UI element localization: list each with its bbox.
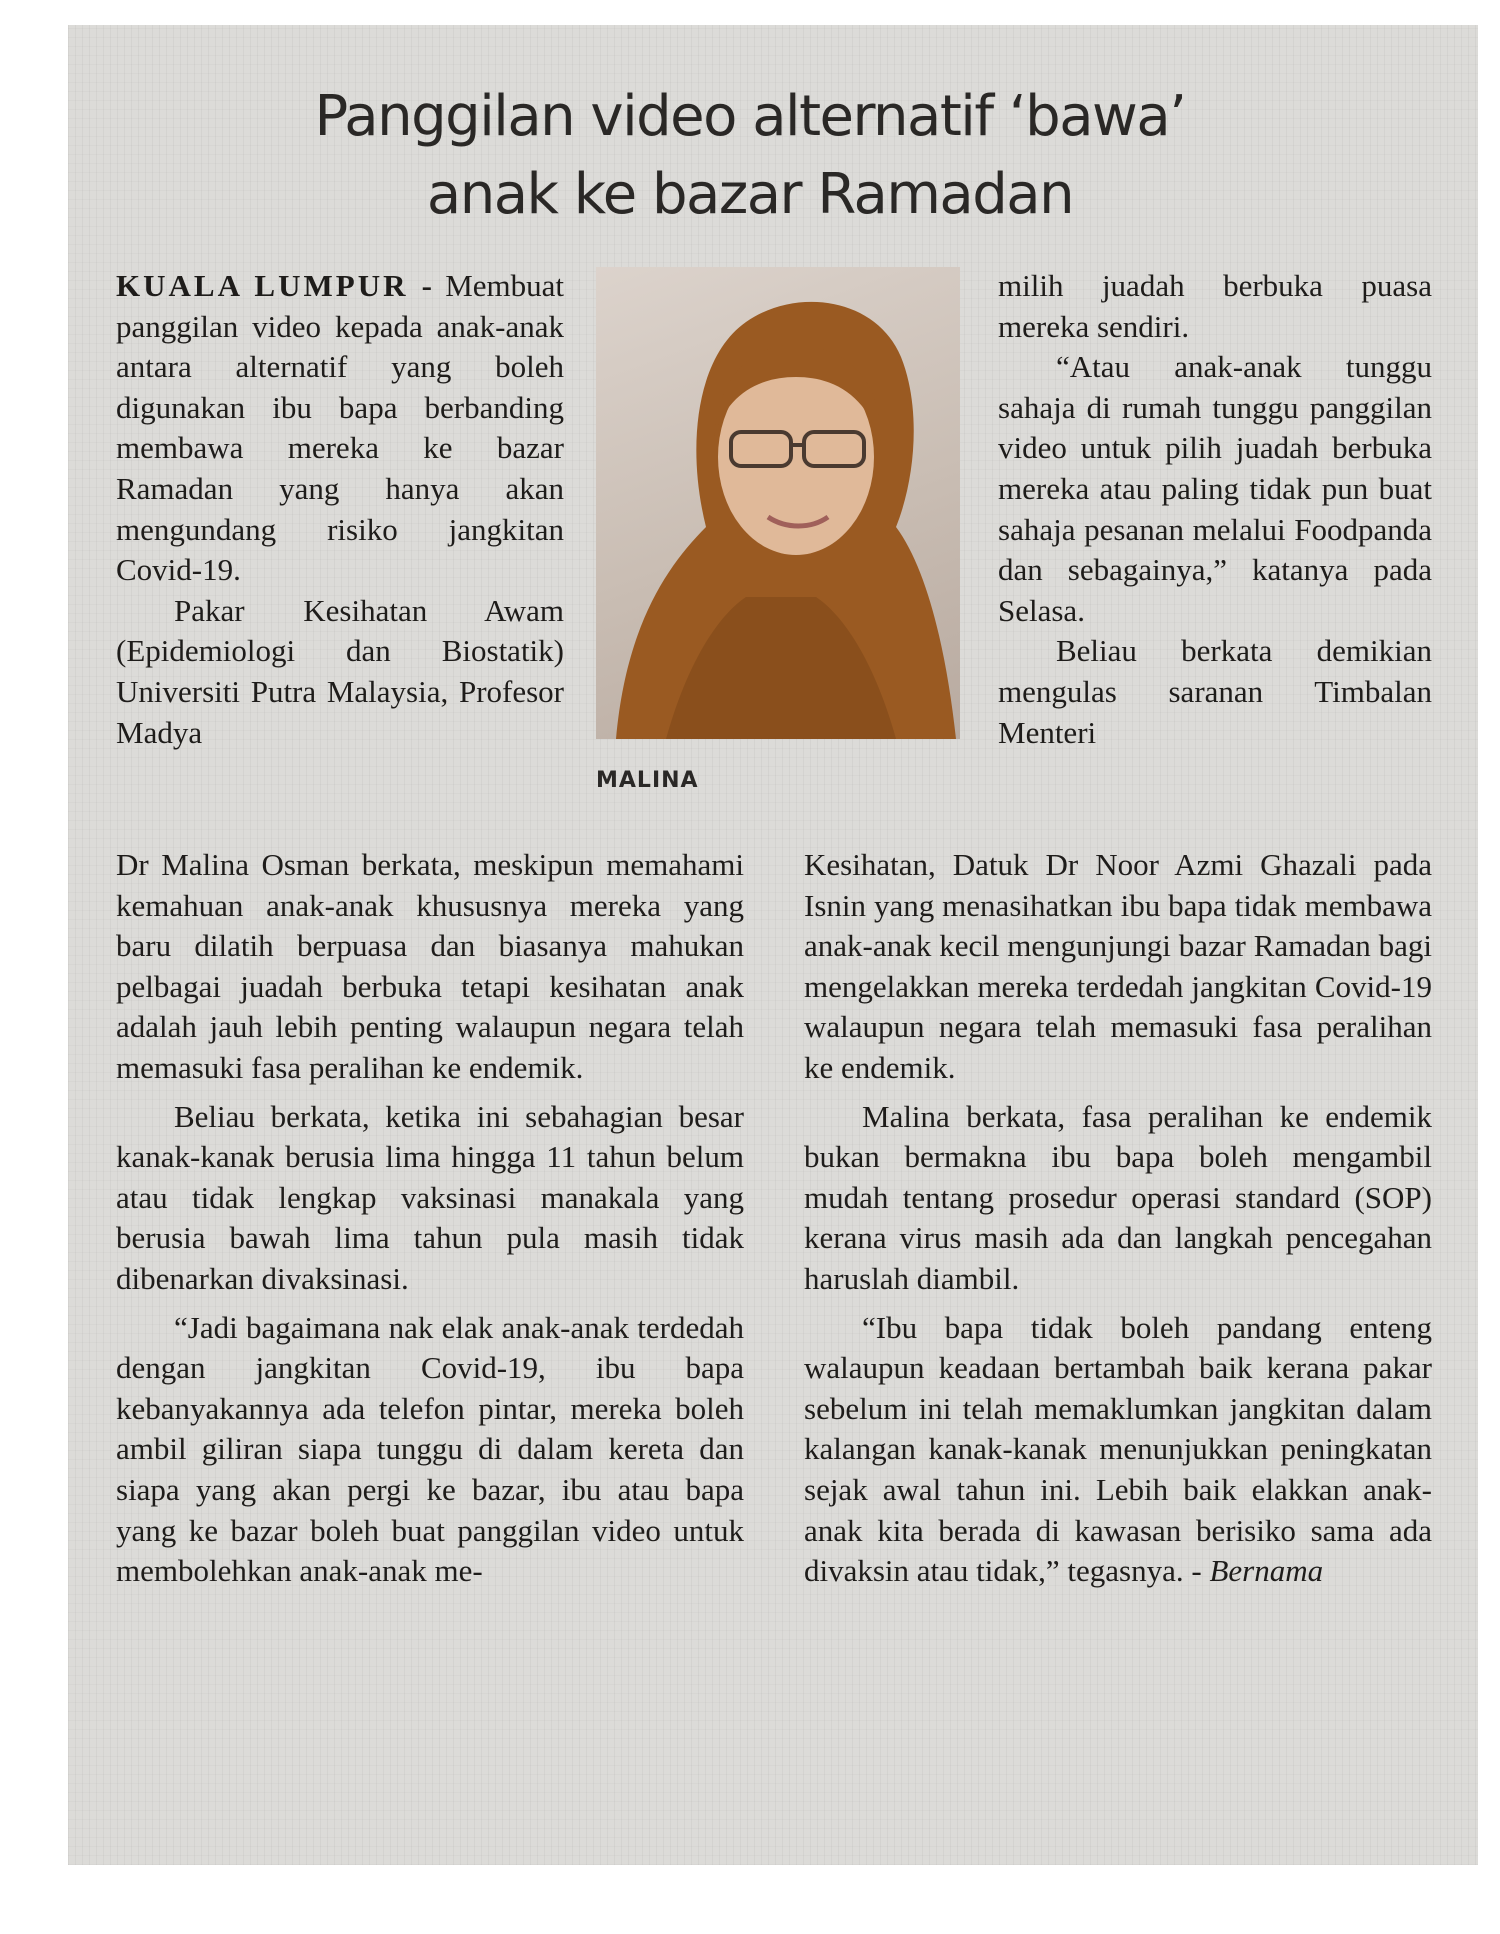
paragraph-2-bottom: Dr Malina Osman berkata, meskipun memahami kemahuan anak-anak khususnya mereka yang baru dilatih berpuasa dan biasanya mahukan pelbagai juadah berbuka tetapi kesihatan anak adalah jauh lebih penting walaupun negara telah memasuki fasa peralihan ke endemik. — [116, 847, 744, 1085]
column-1-upper — [116, 266, 564, 753]
woman-portrait-icon — [596, 267, 960, 739]
headline-line-2: anak ke bazar Ramadan — [426, 162, 1074, 227]
headline-line-1: Panggilan video alternatif ‘bawa’ — [314, 84, 1186, 149]
paragraph-8: Malina berkata, fasa peralihan ke endemik bukan bermakna ibu bapa boleh mengambil mudah tentang prosedur operasi standard (SOP) kerana virus masih ada dan langkah pencegahan haruslah diambil. — [804, 1098, 1432, 1296]
portrait-photo — [596, 267, 960, 739]
column-3-upper — [998, 266, 1432, 753]
paragraph-2-top: Pakar Kesihatan Awam (Epidemiologi dan Biostatik) Universiti Putra Malaysia, Profesor Madya — [116, 592, 564, 750]
column-3-lower — [804, 845, 1432, 1592]
column-1-lower — [116, 845, 744, 1592]
paragraph-5: milih juadah berbuka puasa mereka sendiri. — [998, 268, 1432, 344]
paragraph-4: “Jadi bagaimana nak elak anak-anak terdedah dengan jangkitan Covid-19, ibu bapa kebanyakannya ada telefon pintar, mereka boleh ambil giliran siapa tunggu di dalam kereta dan siapa yang akan pergi ke bazar, ibu atau bapa yang ke bazar boleh buat panggilan video untuk membolehkan anak-anak me- — [116, 1309, 744, 1589]
byline: Bernama — [1209, 1553, 1324, 1589]
closing-quote: “Ibu bapa tidak boleh pandang enteng walaupun keadaan bertambah baik kerana pakar sebelum ini telah memaklumkan jangkitan dalam kalangan kanak-kanak menunjukkan peningkatan sejak awal tahun ini. Lebih baik elakkan anak-anak kita berada di kawasan berisiko sama ada divaksin atau tidak,” tegasnya. - — [804, 1309, 1432, 1589]
paragraph-6: “Atau anak-anak tunggu sahaja di rumah tunggu panggilan video untuk pilih juadah berbuka mereka atau paling tidak pun buat sahaja pesanan melalui Foodpanda dan sebagainya,” katanya pada Selasa. — [998, 349, 1432, 628]
paragraph-7-top: Beliau berkata demikian mengulas saranan Timbalan Menteri — [998, 633, 1432, 750]
lead-text: Membuat panggilan video kepada anak-anak antara alternatif yang boleh digunakan ibu bapa berbanding membawa mereka ke bazar Ramadan yang hanya akan mengundang risiko jangkitan Covid-19. — [116, 268, 564, 588]
dateline: KUALA LUMPUR - — [116, 268, 435, 303]
paragraph-9 — [804, 1308, 1432, 1592]
article-headline — [0, 78, 1500, 234]
paragraph-lead — [116, 266, 564, 591]
paragraph-7-bottom: Kesihatan, Datuk Dr Noor Azmi Ghazali pada Isnin yang menasihatkan ibu bapa tidak membawa anak-anak kecil mengunjungi bazar Ramadan bagi mengelakkan mereka terdedah jangkitan Covid-19 walaupun negara telah memasuki fasa peralihan ke endemik. — [804, 847, 1432, 1085]
paragraph-3: Beliau berkata, ketika ini sebahagian besar kanak-kanak berusia lima hingga 11 tahun belum atau tidak lengkap vaksinasi manakala yang berusia bawah lima tahun pula masih tidak dibenarkan divaksinasi. — [116, 1098, 744, 1296]
photo-caption: MALINA — [596, 768, 699, 793]
